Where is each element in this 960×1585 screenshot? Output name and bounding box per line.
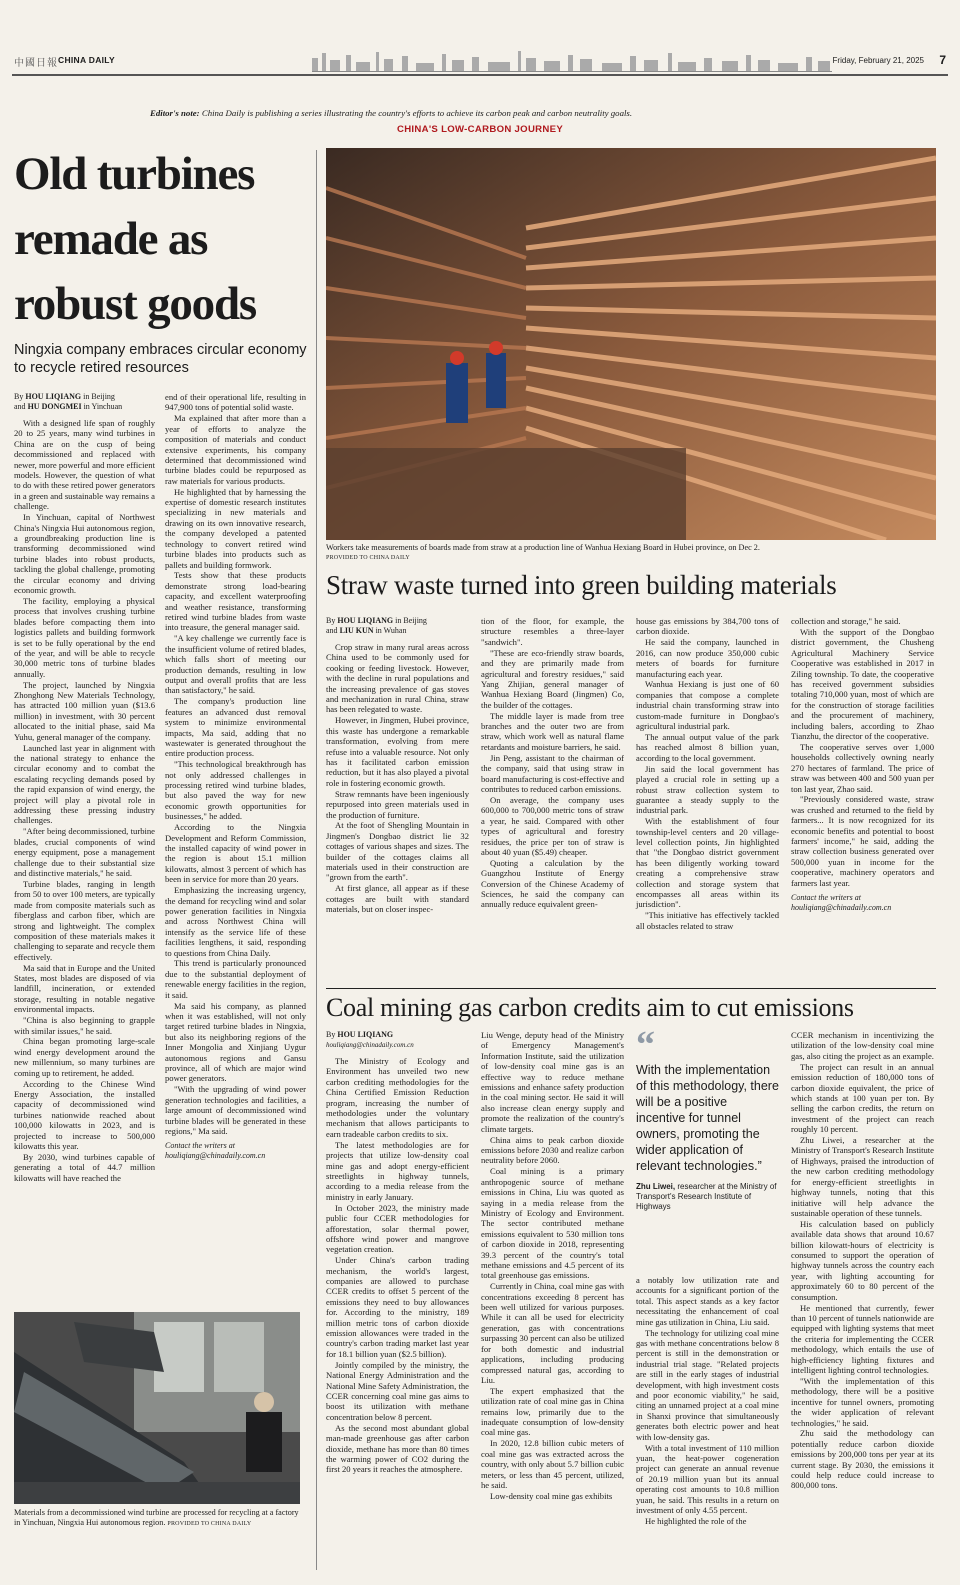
article1-col2 <box>165 392 306 1161</box>
paragraph: end of their operational life, resulting in 947,900 tons of potential solid waste. <box>165 392 306 413</box>
article1-contact-email[interactable]: houliqiang@chinadaily.com.cn <box>165 1151 266 1161</box>
paragraph: He said the company, launched in 2016, can now produce 350,000 cubic meters of boards for furniture manufacturing each year. <box>636 637 779 679</box>
article2-byline: By HOU LIQIANG in Beijing and LIU KUN in Wuhan <box>326 616 427 635</box>
paragraph: Quoting a calculation by the Guangzhou Institute of Energy Conversion of the Chinese Academy of Sciences, he said the company can annually reduce equivalent green- <box>481 857 624 910</box>
paragraph: At the foot of Shengling Mountain in Jingmen's Dongbao district lie 32 cottages of various shapes and sizes. The builder of the cottages claims all materials used in their construction are "grown from the earth". <box>326 820 469 883</box>
paragraph: "With the upgrading of wind power generation technologies and facilities, a large amount of decommissioned wind turbine blades will be generated in these regions," Ma said. <box>165 1084 306 1136</box>
paragraph: house gas emissions by 384,700 tons of carbon dioxide. <box>636 616 779 637</box>
paragraph: Tests show that these products demonstrate strong load-bearing capacity, and excellent waterproofing and weather resistance, transforming retired wind turbine blades from waste into treasure, the general manager said. <box>165 570 306 633</box>
paragraph: China aims to peak carbon dioxide emissions before 2030 and realize carbon neutrality before 2060. <box>481 1134 624 1166</box>
paragraph: "China is also beginning to grapple with similar issues," he said. <box>14 1015 155 1036</box>
paragraph: CCER mechanism in incentivizing the utilization of the low-density coal mine gas, also citing the project as an example. <box>791 1030 934 1061</box>
paragraph: At first glance, all appear as if these cottages are built with standard materials, but on closer inspec- <box>326 883 469 915</box>
issue-date: Friday, February 21, 2025 <box>832 56 924 65</box>
paragraph: Jin Peng, assistant to the chairman of the company, said that using straw in board manufacturing is cost-effective and contributes to reduced carbon emissions. <box>481 752 625 794</box>
paragraph: In Yinchuan, capital of Northwest China's Ningxia Hui autonomous region, a groundbreaking production line is transforming decommissioned wind turbine blades into robust products, tackling the global challenge, promoting the circular economy and driving economic growth. <box>14 512 155 595</box>
paragraph: As the second most abundant global man-made greenhouse gas after carbon dioxide, methane has more than 80 times the warming power of CO2 during the first 20 years it reaches the atmosphere. <box>326 1422 469 1475</box>
paragraph: The project, launched by Ningxia Zhonghong New Materials Technology, has attracted 100 million yuan ($13.6 million) in investment, with 30 percent allocated to the initial phase, said Ma Yuhu, general manager of the company. <box>14 679 155 742</box>
paragraph: Ma said his company, as planned when it was established, will not only target retired turbine blades in Ningxia, but also its neighboring regions of the Inner Mongolia and Xinjiang Uygur autonomous regions and Gansu province, all of which are major wind power generators. <box>165 1000 306 1084</box>
header-rule <box>12 74 948 76</box>
editors-note <box>150 108 850 118</box>
paragraph: China began promoting large-scale wind energy development around the new millennium, so many turbines are coming up to retirement, he added. <box>14 1036 155 1078</box>
article3-col1 <box>326 1030 469 1475</box>
paragraph: In 2020, 12.8 billion cubic meters of coal mine gas was extracted across the country, with only about 5.7 billion cubic meters, or less than 45 percent, utilized, he said. <box>481 1438 624 1490</box>
paragraph: However, in Jingmen, Hubei province, this waste has undergone a remarkable transformation, evolving from mere refuse into a valuable resource. Not only has it facilitated carbon emission reduction, but it has also played a pivotal role in fostering economic growth. <box>326 715 469 788</box>
paragraph: This trend is particularly pronounced due to the substantial deployment of renewable energy facilities in the region, it said. <box>165 958 306 1000</box>
paragraph: Liu Wenge, deputy head of the Ministry of Emergency Management's Information Institute, said the utilization of low-density coal mine gas is an effective way to reduce methane emissions and enhance safety production in the coal mining sector. He said it will also increase clean energy supply and promote the realization of the country's climate targets. <box>481 1030 624 1134</box>
paragraph: Crop straw in many rural areas across China used to be commonly used for cooking or feeding livestock. However, with the decline in rural populations and the increasing prevalence of gas stoves and mechanization in rural China, straw has been relegated to waste. <box>326 642 469 715</box>
article2-photo <box>326 148 936 540</box>
paper-name: CHINA DAILY <box>58 55 115 65</box>
article1-headline: Old turbines remade as robust goods <box>14 148 257 330</box>
paragraph: On average, the company uses 600,000 to 700,000 metric tons of straw a year, he said. Compared with other types of agricultural and forestry residues, the price per ton of straw is about 40 yuan ($5.49) cheaper. <box>481 794 624 857</box>
paragraph: Wanhua Hexiang is just one of 60 companies that compose a complete industrial chain transforming straw into custom-made furniture in Dongbao's agricultural industrial park. <box>636 679 779 732</box>
paragraph: The project can result in an annual emission reduction of 180,000 tons of carbon dioxide equivalent, the price of which stands at 100 yuan per ton. By selling the carbon credits, the return on investment of the project can reach roughly 10 percent. <box>791 1061 934 1135</box>
article3-col4 <box>791 1030 934 1491</box>
paragraph: Jin said the local government has played a crucial role in setting up a robust straw collection system to guarantee a steady supply to the industrial park. <box>636 763 779 816</box>
paragraph: The expert emphasized that the utilization rate of coal mine gas in China remains low, primarily due to the inadequate consumption of low-density coal mine gas. <box>481 1385 624 1438</box>
paragraph: With the support of the Dongbao district government, the Chusheng Agricultural Machinery Service Cooperative was established in 2017 in Ziling township. To date, the cooperative has received government subsidies totaling 710,000 yuan, most of which are for the construction of storage facilities and the procurement of machinery, including balers, according to Zhao Tianzhu, the director of the cooperative. <box>791 626 934 741</box>
straw-board-factory-photo-icon <box>326 148 936 540</box>
article2-contact-email[interactable]: houliqiang@chinadaily.com.cn <box>791 903 892 913</box>
paragraph: He highlighted the role of the <box>645 1515 747 1526</box>
paragraph: Launched last year in alignment with the national strategy to enhance the circular economy and to combat the escalating recycling demands posed by the rapid expansion of wind energy, the project will play a pivotal role in addressing these pressing industry challenges. <box>14 742 155 826</box>
paragraph: Straw remnants have been ingeniously repurposed into green materials used in the production of furniture. <box>326 788 469 820</box>
quote-mark-icon: “ <box>636 1024 655 1066</box>
paragraph: "After being decommissioned, turbine blades, crucial components of wind energy equipment, pose a management challenge due to their substantial size and distinctive materials," he said. <box>14 826 155 878</box>
paragraph: With the establishment of four township-level centers and 20 village-level collection points, Jin highlighted that "the Dongbao district government has been diligently working toward creating a comprehensive straw collection and storage system that encompasses all areas within its jurisdiction". <box>636 816 779 910</box>
pull-quote-attribution: Zhu Liwei, researcher at the Ministry of Transport's Research Institute of Highways <box>636 1182 777 1211</box>
column-divider <box>316 150 317 1570</box>
article3-headline: Coal mining gas carbon credits aim to cut emissions <box>326 993 854 1022</box>
paragraph: collection and storage," he said. <box>791 616 901 626</box>
paragraph: The Ministry of Ecology and Environment has unveiled two new carbon crediting methodologies for the China Certified Emission Reduction program, increasing the number of methodologies under the voluntary mechanism that allows participants to earn tradeable carbon credits to six. <box>326 1056 469 1139</box>
paragraph: With a designed life span of roughly 20 to 25 years, many wind turbines in China are on the cusp of being decommissioned and replaced with newer, more powerful and more efficient models. However, the question of what to do with these retired power generators in a green and sustainable way remains a challenge. <box>14 418 155 512</box>
article1-deck: Ningxia company embraces circular economy to recycle retired resources <box>14 342 307 376</box>
paragraph: The cooperative serves over 1,000 households collectively owning nearly 270 hectares of farmland. The price of straw was between 400 and 500 yuan per ton last year, Zhao said. <box>791 741 934 794</box>
article1-credit: PROVIDED TO CHINA DAILY <box>167 1521 252 1527</box>
paragraph: He highlighted that by harnessing the expertise of domestic research institutes specializing in new materials and drawing on its own innovative research, the company developed a patented technology to convert retired wind turbine blades into products such as pallets and building formwork. <box>165 486 306 570</box>
article3-byline-email[interactable]: houliqiang@chinadaily.com.cn <box>326 1041 414 1049</box>
paragraph: With a total investment of 110 million yuan, the heat-power cogeneration project can generate an annual revenue of 20.19 million yuan but its annual operating cost amounts to 10.8 million yuan, he said. This results in a return on investment of only 4.55 percent. <box>636 1442 779 1515</box>
paragraph: In October 2023, the ministry made public four CCER methodologies for afforestation, solar thermal power, offshore wind power and mangrove vegetation creation. <box>326 1202 469 1255</box>
masthead <box>12 50 948 72</box>
skyline-icon <box>312 50 832 72</box>
paragraph: Emphasizing the increasing urgency, the demand for recycling wind and solar power generation facilities in Ningxia and across Northwest China will intensify as the service life of these facilities lengthens, it said, responding to questions from China Daily. <box>165 885 306 958</box>
paragraph: He mentioned that currently, fewer than 10 percent of tunnels nationwide are equipped with lighting systems that meet the criteria for implementing the CCER methodology, which entails the use of high-efficiency lighting fixtures and intelligent lighting control technologies. <box>791 1302 934 1375</box>
page-number: 7 <box>939 53 946 67</box>
article2-contact: Contact the writers at houliqiang@chinadaily.com.cn <box>791 893 934 913</box>
article2-caption: Workers take measurements of boards made from straw at a production line of Wanhua Hexiang Board in Hubei province, on Dec 2. PROVIDED TO CHINA DAILY <box>326 543 936 563</box>
paragraph: The facility, employing a physical process that involves crushing turbine blades before compacting them into logistics pallets and building formwork is set to be fully operational by the end of the year, and will be able to recycle 30,000 metric tons of turbine blades annually. <box>14 595 155 679</box>
paragraph: "Previously considered waste, straw was crushed and returned to the field by farmers... It is now recognized for its economic benefits and potential to boost farmers' income," he said, adding the straw collection business generated over 500,000 yuan in income for the cooperative, machinery operators and farmers last year. <box>791 794 934 888</box>
article2-col4 <box>791 616 934 913</box>
article2-headline: Straw waste turned into green building materials <box>326 570 837 600</box>
article2-col2 <box>481 616 624 910</box>
article2-col3 <box>636 616 779 932</box>
editors-note-label: Editor's note: <box>150 108 200 118</box>
paragraph: "With the implementation of this methodology, there will be a positive incentive for tunnel owners, promoting the wider application of relevant technologies," he said. <box>791 1375 934 1428</box>
paragraph: By 2030, wind turbines capable of generating a total of 44.7 million kilowatts will have reached the <box>14 1151 155 1183</box>
paragraph: Zhu Liwei, a researcher at the Ministry of Transport's Research Institute of Highways, praised the introduction of the new carbon crediting methodology for energy-efficient streetlights in highway tunnels, noting that this initiative will help advance the sustainable operation of these tunnels. <box>791 1135 934 1218</box>
paragraph: "A key challenge we currently face is the insufficient volume of retired blades, which falls short of meeting our production demands, resulting in low output and overall profits that are less than satisfactory," he said. <box>165 633 306 696</box>
article3-col3 <box>636 1275 779 1527</box>
article1-caption: Materials from a decommissioned wind turbine are processed for recycling at a factory in Yinchuan, Ningxia Hui autonomous region. PROVIDED TO CHINA DAILY <box>14 1508 299 1527</box>
logo-cn: 中國日報 <box>14 58 58 69</box>
paragraph: "This initiative has effectively tackled all obstacles related to straw <box>636 910 779 931</box>
paragraph: tion of the floor, for example, the structure resembles a three-layer "sandwich". <box>481 616 624 647</box>
editors-note-text: China Daily is publishing a series illustrating the country's efforts to achieve its carbon peak and carbon neutrality goals. <box>201 108 633 118</box>
article1-col1 <box>14 392 155 1184</box>
paragraph: The middle layer is made from tree branches and the outer two are from straw, which work well as natural flame retardants and moisture barriers, he said. <box>481 710 624 752</box>
pull-quote <box>636 1024 779 1212</box>
paragraph: According to the Chinese Wind Energy Association, the installed capacity of decommissioned wind turbines nationwide reached about 100,000 kilowatts in 2023, and is projected to increase to 500,000 kilowatts this year. <box>14 1078 155 1152</box>
paragraph: According to the Ningxia Development and Reform Commission, the installed capacity of wind power in the region is about 15.1 million kilowatts, almost 3 percent of which has been in service for more than 20 years. <box>165 822 306 885</box>
series-title: CHINA'S LOW-CARBON JOURNEY <box>396 124 564 135</box>
article3-byline: By HOU LIQIANG houliqiang@chinadaily.com.cn <box>326 1030 469 1050</box>
paragraph: Ma said that in Europe and the United States, most blades are disposed of via landfill, incineration, or extended storage, resulting in notable negative environmental impacts. <box>14 962 155 1015</box>
paragraph: Ma explained that after more than a year of efforts to analyze the composition of materials and conduct extensive experiments, his company determined that decommissioned wind turbine blades could be repurposed as raw materials for various products. <box>165 413 306 486</box>
paragraph: "These are eco-friendly straw boards, and they are primarily made from agricultural and forestry residues," said Yang Zhijian, general manager of Wanhua Hexiang Board (Jingmen) Co, the builder of the cottages. <box>481 647 624 710</box>
paragraph: "This technological breakthrough has not only addressed challenges in processing retired wind turbine blades, but also paved the way for new economic growth opportunities for businesses," he added. <box>165 759 306 822</box>
paragraph: Jointly compiled by the ministry, the National Energy Administration and the National Mine Safety Administration, the CCER concerning coal mine gas aims to boost its utilization with methane concentration below 8 percent. <box>326 1359 469 1422</box>
paragraph: Currently in China, coal mine gas with concentrations exceeding 8 percent has been well utilized for various purposes. While it can all be used for electricity generation, gas with concentrations surpassing 30 percent can also be utilized for both domestic and industrial applications, including producing compressed natural gas, according to Liu. <box>481 1281 624 1385</box>
turbine-recycling-photo-icon <box>14 1312 300 1504</box>
paragraph: His calculation based on publicly available data shows that around 10.67 billion kilowatt-hours of electricity is consumed to support the operation of highway tunnels across the country each year, with lighting accounting for approximately 60 to 80 percent of the consumption. <box>791 1218 934 1302</box>
article2-credit: PROVIDED TO CHINA DAILY <box>326 555 410 561</box>
paragraph: Under China's carbon trading mechanism, the world's largest, companies are allowed to purchase CCER credits to offset 5 percent of the emissions they need to buy allowances for. According to the ministry, 189 million metric tons of carbon dioxide emission allowances were traded in the country's carbon trading market last year for 18.1 billion yuan ($2.5 billion). <box>326 1255 469 1359</box>
paragraph: a notably low utilization rate and accounts for a significant portion of the total. This aspect stands as a key factor necessitating the enhancement of coal mine gas utilization in China, Liu said. <box>636 1275 779 1327</box>
article2-col1 <box>326 616 469 915</box>
paragraph: Low-density coal mine gas exhibits <box>490 1490 613 1501</box>
article1-byline: By HOU LIQIANG in Beijing and HU DONGMEI in Yinchuan <box>14 392 123 411</box>
article1-photo <box>14 1312 300 1504</box>
pull-quote-text: With the implementation of this methodology, there will be a positive incentive for tunnel owners, promoting the wider application of relevant technologies.” <box>636 1063 779 1173</box>
paragraph: Zhu said the methodology can potentially reduce carbon dioxide emissions by 200,000 tons per year at its current stage. By 2030, the emissions it could help reduce could increase to 800,000 tons. <box>791 1428 934 1491</box>
article1-contact: Contact the writers at houliqiang@chinadaily.com.cn <box>165 1141 306 1161</box>
paragraph: The latest methodologies are for projects that utilize low-density coal mine gas and adopt energy-efficient streetlights in highway tunnels, according to a media release from the ministry in early January. <box>326 1139 469 1202</box>
article3-col2 <box>481 1030 624 1502</box>
paragraph: Turbine blades, ranging in length from 50 to over 100 meters, are typically made from composite materials such as fiberglass and carbon fiber, which are strong and lightweight. The complex composition of these materials makes it challenging to separate and recycle them effectively. <box>14 878 155 962</box>
section-rule <box>326 988 936 989</box>
paragraph: The annual output value of the park has reached almost 8 billion yuan, according to the local government. <box>636 731 779 763</box>
paragraph: Coal mining is a primary anthropogenic source of methane emissions in China, Liu was quoted as saying in a media release from the Ministry of Ecology and Environment. The sector contributed methane emissions equivalent to 530 million tons of carbon dioxide in 2018, representing 39.3 percent of the country's total methane emissions and 4.5 percent of its total greenhouse gas emissions. <box>481 1166 624 1281</box>
paragraph: The technology for utilizing coal mine gas with methane concentrations below 8 percent is still in the demonstration or industrial trial stage. "Related projects are still in the early stages of industrial development, with high investment costs and poor economic viability," he said, citing an unnamed project at a coal mine in Shanxi province that simultaneously generates both electric power and heat with low-density gas. <box>636 1327 779 1442</box>
paragraph: The company's production line features an advanced dust removal system to minimize environmental impacts, Ma said, adding that no wastewater is generated throughout the entire production process. <box>165 696 306 759</box>
